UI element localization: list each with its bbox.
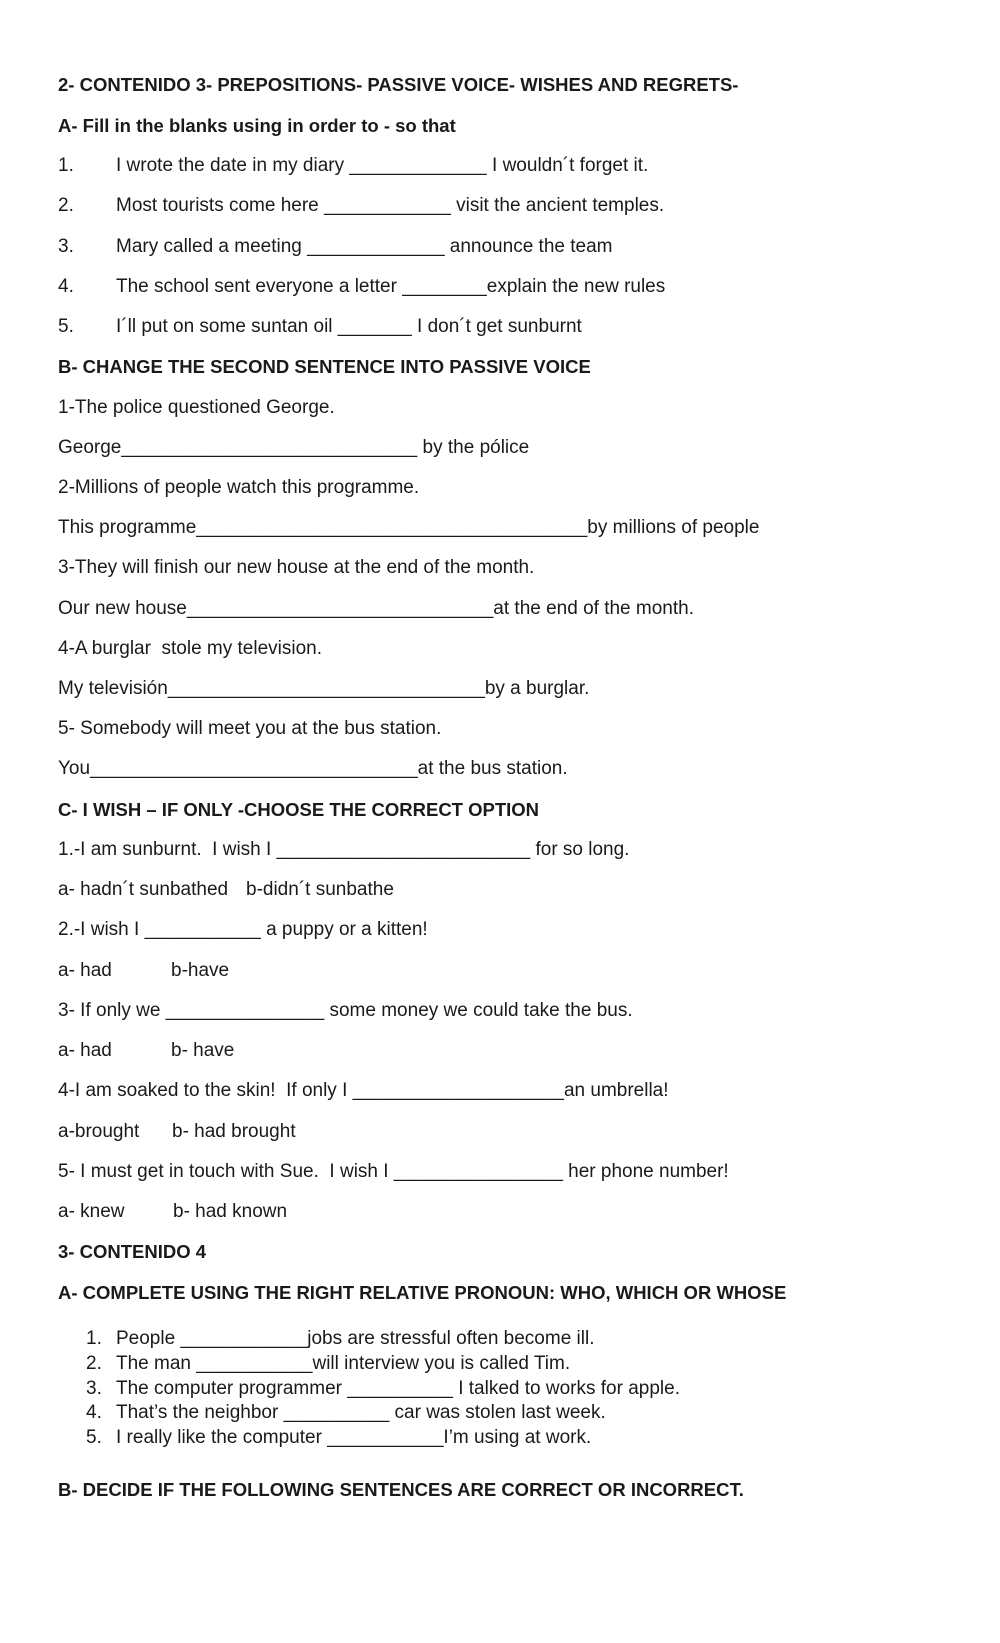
section-3-part-b-heading: B- DECIDE IF THE FOLLOWING SENTENCES ARE CORRECT OR INCORRECT. [58, 1479, 744, 1500]
item-text: Most tourists come here ____________ visit the ancient temples. [116, 195, 665, 216]
original-sentence: 2-Millions of people watch this programme. [58, 477, 420, 498]
passive-answer-line: Our new house_____________________________at the end of the month. [58, 598, 694, 619]
original-sentence: 1-The police questioned George. [58, 397, 335, 418]
section-2-part-b-heading: B- CHANGE THE SECOND SENTENCE INTO PASSIVE VOICE [58, 356, 591, 377]
list-item [58, 194, 664, 218]
option-a: a- had [58, 960, 112, 981]
item-number: 5. [86, 1427, 102, 1448]
section-2-title: 2- CONTENIDO 3- PREPOSITIONS- PASSIVE VOICE- WISHES AND REGRETS- [58, 74, 739, 95]
item-number: 4. [58, 276, 74, 297]
item-text: I´ll put on some suntan oil _______ I don´t get sunburnt [116, 316, 582, 337]
passive-answer-line: George____________________________ by the pólice [58, 437, 530, 458]
wish-question: 3- If only we _______________ some money we could take the bus. [58, 1000, 633, 1021]
item-number: 2. [86, 1353, 102, 1374]
option-b: b-have [171, 960, 230, 981]
wish-question: 1.-I am sunburnt. I wish I ________________________ for so long. [58, 839, 630, 860]
original-sentence: 5- Somebody will meet you at the bus station. [58, 718, 442, 739]
option-a: a- had [58, 1040, 112, 1061]
option-b: b- have [171, 1040, 235, 1061]
option-b: b- had brought [172, 1121, 296, 1142]
section-2-part-c-heading: C- I WISH – IF ONLY -CHOOSE THE CORRECT OPTION [58, 799, 540, 820]
list-item [58, 315, 582, 339]
wish-question: 4-I am soaked to the skin! If only I ____________________an umbrella! [58, 1080, 669, 1101]
item-number: 5. [58, 316, 74, 337]
item-number: 3. [86, 1378, 102, 1399]
passive-answer-line: You_______________________________at the bus station. [58, 758, 568, 779]
section-2-part-a-heading: A- Fill in the blanks using in order to - so that [58, 115, 456, 136]
item-text: Mary called a meeting _____________ announce the team [116, 236, 613, 257]
list-item [58, 154, 648, 178]
relative-pronoun-item: The man ___________will interview you is called Tim. [116, 1353, 571, 1374]
option-b: b-didn´t sunbathe [246, 879, 394, 900]
item-text: The school sent everyone a letter ________explain the new rules [116, 276, 666, 297]
item-text: I wrote the date in my diary _____________ I wouldn´t forget it. [116, 155, 649, 176]
relative-pronoun-item: I really like the computer ___________I’m using at work. [116, 1427, 592, 1448]
original-sentence: 4-A burglar stole my television. [58, 638, 323, 659]
wish-question: 2.-I wish I ___________ a puppy or a kitten! [58, 919, 428, 940]
item-number: 1. [86, 1328, 102, 1349]
option-a: a-brought [58, 1121, 140, 1142]
list-item [58, 275, 665, 299]
original-sentence: 3-They will finish our new house at the end of the month. [58, 557, 535, 578]
item-number: 2. [58, 195, 74, 216]
relative-pronoun-item: People ____________jobs are stressful often become ill. [116, 1328, 595, 1349]
item-number: 3. [58, 236, 74, 257]
option-a: a- knew [58, 1201, 125, 1222]
relative-pronoun-item: That’s the neighbor __________ car was stolen last week. [116, 1402, 606, 1423]
option-a: a- hadn´t sunbathed [58, 879, 229, 900]
option-b: b- had known [173, 1201, 288, 1222]
relative-pronoun-item: The computer programmer __________ I talked to works for apple. [116, 1378, 680, 1399]
item-number: 4. [86, 1402, 102, 1423]
passive-answer-line: My televisión______________________________by a burglar. [58, 678, 590, 699]
section-3-title: 3- CONTENIDO 4 [58, 1241, 207, 1262]
list-item [58, 235, 612, 259]
item-number: 1. [58, 155, 74, 176]
wish-question: 5- I must get in touch with Sue. I wish I ________________ her phone number! [58, 1161, 729, 1182]
passive-answer-line: This programme_____________________________________by millions of people [58, 517, 760, 538]
section-3-part-a-heading: A- COMPLETE USING THE RIGHT RELATIVE PRONOUN: WHO, WHICH OR WHOSE [58, 1282, 787, 1303]
